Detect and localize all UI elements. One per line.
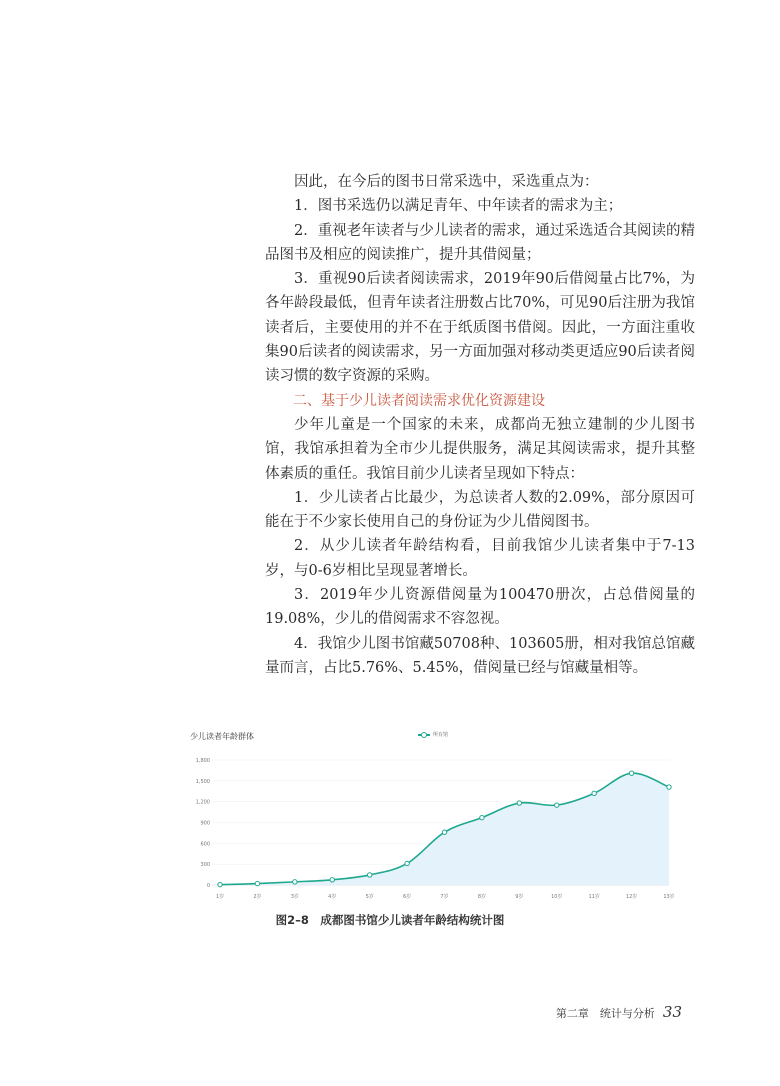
paragraph: 2．从少儿读者年龄结构看，目前我馆少儿读者集中于7-13岁，与0-6岁相比呈现显著增长。: [265, 538, 695, 579]
data-point: [218, 882, 222, 886]
paragraph: 4．我馆少儿图书馆藏50708种、103605册，相对我馆总馆藏量而言，占比5.76%、5.45%，借阅量已经与馆藏量相等。: [265, 635, 695, 676]
section-heading: 二、基于少儿读者阅读需求优化资源建设: [293, 392, 545, 409]
data-point: [255, 881, 259, 885]
data-point: [405, 861, 409, 865]
data-point: [667, 785, 671, 789]
chart-plot: [190, 725, 690, 915]
paragraph: 少年儿童是一个国家的未来，成都尚无独立建制的少儿图书馆，我馆承担着为全市少儿提供服务，满足其阅读需求，提升其整体素质的重任。我馆目前少儿读者呈现如下特点：: [265, 416, 695, 482]
y-tick-label: 1,800: [195, 758, 210, 764]
page-number: 33: [662, 1003, 682, 1021]
x-tick-label: 9岁: [515, 894, 524, 900]
x-tick-label: 5岁: [365, 894, 374, 900]
body-text: [265, 170, 695, 680]
data-point: [330, 878, 334, 882]
y-tick-label: 1,500: [195, 778, 210, 785]
age-chart: [190, 725, 690, 915]
legend-label: 所有馆: [433, 732, 449, 738]
x-tick-label: 13岁: [663, 894, 675, 900]
chart-title: 少儿读者年龄群体: [190, 732, 254, 741]
x-tick-label: 7岁: [440, 894, 449, 900]
figure-caption: 图2–8 成都图书馆少儿读者年龄结构统计图: [275, 913, 505, 927]
y-tick-label: 300: [200, 862, 210, 869]
x-tick-label: 12岁: [625, 894, 638, 900]
data-point: [480, 815, 484, 819]
data-point: [293, 880, 297, 884]
data-point: [517, 801, 521, 805]
y-tick-label: 600: [200, 841, 210, 848]
paragraph: 3．2019年少儿资源借阅量为100470册次，占总借阅量的19.08%，少儿的借阅需求不容忽视。: [265, 587, 695, 628]
x-tick-label: 3岁: [290, 894, 299, 900]
data-point: [592, 791, 596, 795]
x-tick-label: 4岁: [328, 894, 337, 900]
x-tick-label: 10岁: [551, 894, 563, 900]
paragraph: 3．重视90后读者阅读需求，2019年90后借阅量占比7%，为各年龄段最低，但青年读者注册数占比70%，可见90后注册为我馆读者后，主要使用的并不在于纸质图书借阅。因此，一方面注重收集90后读者的阅读需求，另一方面加强对移动类更适应90后读者阅读习惯的数字资源的采购。: [265, 271, 695, 385]
data-point: [442, 830, 446, 834]
x-tick-label: 1岁: [215, 894, 225, 900]
y-tick-label: 900: [200, 820, 210, 827]
y-tick-label: 0: [206, 883, 210, 889]
x-tick-label: 11岁: [588, 894, 600, 900]
x-tick-label: 6岁: [402, 894, 412, 900]
paragraph: 1．少儿读者占比最少，为总读者人数的2.09%，部分原因可能在于不少家长使用自己的身份证为少儿借阅图书。: [265, 489, 695, 531]
paragraph: 1．图书采选仍以满足青年、中年读者的需求为主；: [294, 198, 623, 215]
data-point: [555, 803, 559, 807]
x-tick-label: 2岁: [253, 894, 262, 900]
paragraph: 因此，在今后的图书日常采选中，采选重点为：: [294, 174, 599, 190]
x-tick-label: 8岁: [477, 894, 487, 900]
chapter-label: 第二章 统计与分析: [555, 1007, 655, 1020]
paragraph: 2．重视老年读者与少儿读者的需求，通过采选适合其阅读的精品图书及相应的阅读推广，提升其借阅量；: [265, 222, 695, 263]
y-tick-label: 1,200: [195, 799, 210, 806]
page-footer: [556, 1003, 682, 1021]
data-point: [367, 873, 371, 877]
data-point: [629, 771, 633, 775]
